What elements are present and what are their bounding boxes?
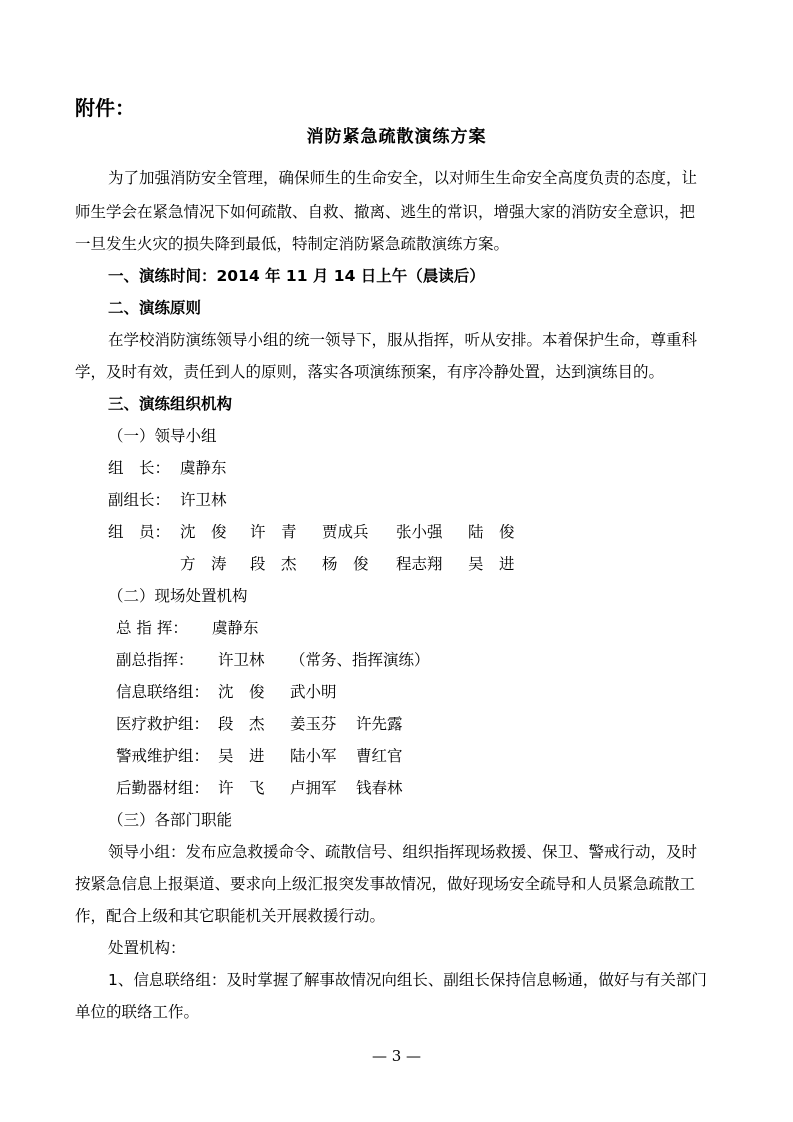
leadership-duty-line-1: 领导小组：发布应急救援命令、疏散信号、组织指挥现场救援、保卫、警戒行动，及时	[108, 843, 698, 861]
leader-label: 组 长：	[108, 459, 171, 477]
org-heading: 处置机构：	[108, 939, 186, 957]
onsite-person: 吴 进	[218, 747, 265, 765]
leadership-duty-line-3: 作，配合上级和其它职能机关开展救援行动。	[75, 907, 386, 925]
onsite-heading: （二）现场处置机构	[108, 587, 248, 605]
member-name: 方 涛	[180, 555, 227, 573]
onsite-person: 陆小军	[290, 747, 337, 765]
onsite-role-label: 总 指 挥：	[116, 619, 188, 637]
onsite-person: 许 飞	[218, 779, 265, 797]
onsite-note: （常务、指挥演练）	[290, 651, 430, 669]
member-name: 杨 俊	[322, 555, 369, 573]
leadership-heading: （一）领导小组	[108, 427, 217, 445]
onsite-person: 姜玉芬	[290, 715, 337, 733]
principle-line-2: 学，及时有效，责任到人的原则，落实各项演练预案，有序冷静处置，达到演练目的。	[75, 363, 665, 381]
onsite-role-label: 副总指挥：	[116, 651, 194, 669]
member-name: 许 青	[250, 523, 297, 541]
section-2-heading: 二、演练原则	[108, 299, 202, 317]
leader-name: 虞静东	[180, 459, 227, 477]
onsite-person: 钱春林	[356, 779, 403, 797]
leadership-duty-line-2: 按紧急信息上报渠道、要求向上级汇报突发事故情况，做好现场安全疏导和人员紧急疏散工	[75, 875, 696, 893]
intro-line-1: 为了加强消防安全管理，确保师生的生命安全，以对师生生命安全高度负责的态度，让	[108, 169, 698, 187]
onsite-person: 曹红官	[356, 747, 403, 765]
intro-line-3: 一旦发生火灾的损失降到最低，特制定消防紧急疏散演练方案。	[75, 235, 510, 253]
member-name: 陆 俊	[468, 523, 515, 541]
onsite-person: 段 杰	[218, 715, 265, 733]
onsite-person: 卢拥军	[290, 779, 337, 797]
attachment-label: 附件：	[75, 96, 135, 120]
section-1-heading: 一、演练时间：2014 年 11 月 14 日上午（晨读后）	[108, 267, 485, 285]
principle-line-1: 在学校消防演练领导小组的统一领导下，服从指挥，听从安排。本着保护生命，尊重科	[108, 331, 698, 349]
onsite-person: 武小明	[290, 683, 337, 701]
member-name: 吴 进	[468, 555, 515, 573]
onsite-role-label: 医疗救护组：	[116, 715, 210, 733]
onsite-person: 许卫林	[218, 651, 265, 669]
member-name: 沈 俊	[180, 523, 227, 541]
onsite-person: 虞静东	[212, 619, 259, 637]
member-name: 段 杰	[250, 555, 297, 573]
item-1-line-1: 1、信息联络组：及时掌握了解事故情况向组长、副组长保持信息畅通，做好与有关部门	[108, 971, 707, 989]
onsite-role-label: 信息联络组：	[116, 683, 210, 701]
item-1-line-2: 单位的联络工作。	[75, 1003, 200, 1021]
page-number: — 3 —	[371, 1047, 422, 1065]
member-name: 贾成兵	[322, 523, 369, 541]
document-title: 消防紧急疏散演练方案	[306, 127, 487, 147]
deputy-label: 副组长：	[108, 491, 171, 509]
onsite-person: 沈 俊	[218, 683, 265, 701]
member-name: 张小强	[396, 523, 443, 541]
intro-line-2: 师生学会在紧急情况下如何疏散、自救、撤离、逃生的常识，增强大家的消防安全意识，把	[75, 203, 696, 221]
deputy-name: 许卫林	[180, 491, 227, 509]
section-3-heading: 三、演练组织机构	[108, 395, 233, 413]
onsite-person: 许先露	[356, 715, 403, 733]
onsite-role-label: 后勤器材组：	[116, 779, 210, 797]
duties-heading: （三）各部门职能	[108, 811, 233, 829]
members-label: 组 员：	[108, 523, 171, 541]
onsite-role-label: 警戒维护组：	[116, 747, 210, 765]
member-name: 程志翔	[396, 555, 443, 573]
